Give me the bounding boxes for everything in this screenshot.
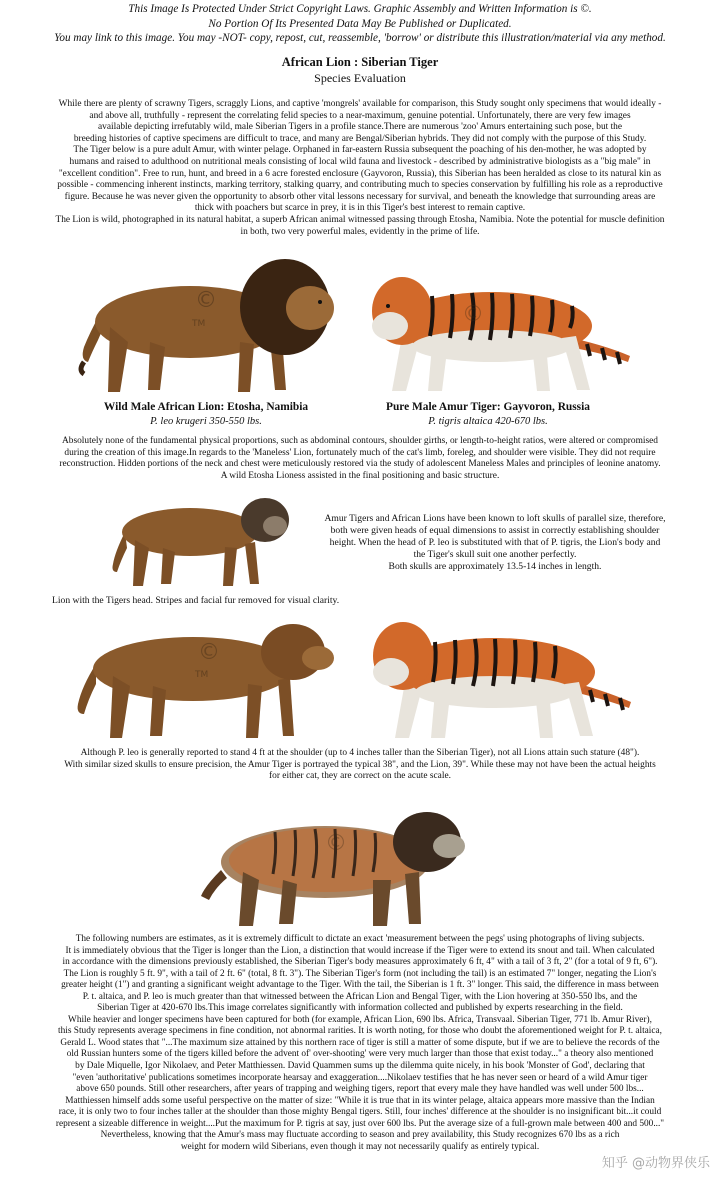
estimates-line: race, it is only two to four inches taller at the shoulder than those mighty Bengal tigers. Still, four inches' difference at the shoulder is no insignificant bit...it could: [58, 1107, 662, 1118]
intro-line: breeding histories of captive specimens are difficult to trace, and many are Bengal/Siberian hybrids. They did not comply with the purpose of this Study.: [73, 133, 647, 144]
copyright-notice: [0, 2, 720, 46]
estimates-line: Matthiessen himself adds some useful perspective on the matter of size: "While it is true that in its winter pelage, altaica appears more massive than the Indian: [65, 1095, 655, 1106]
corner-watermark: 知乎 @动物界侠乐: [601, 1156, 710, 1171]
lion-watermark-tm: TM: [192, 319, 206, 329]
estimates-line: old Russian hunters some of the tigers killed before the advent of' over-shooting' were very much larger than those that exist today..." a theory also mentioned: [66, 1049, 654, 1060]
estimates-line: Gerald L. Wood states that "...The maximum size attained by this northern race of tiger is still a matter of some dispute, but if we are to believe the records of the: [60, 1037, 660, 1048]
maneless-lion-photo: [68, 614, 338, 742]
estimates-line: P. t. altaica, and P. leo is much greater than that witnessed between the African Lion and Bengal Tiger, with the Lion hovering at 350-550 lbs, and the: [82, 991, 638, 1002]
lion-watermark-symbol: ©: [195, 288, 217, 313]
estimates-line: greater height (1") and granting a significant weight advantage to the Tiger. With the tail, the Siberian is 1 ft. 3" longer. This said, the difference in mass between: [61, 980, 659, 991]
page-title: African Lion : Siberian Tiger: [281, 55, 439, 69]
skull-line: Both skulls are approximately 13.5-14 inches in length.: [388, 561, 602, 572]
estimates-paragraph: [0, 934, 720, 1153]
intro-line: possible - commencing inherent instincts, marking territory, stalking quarry, and contributing much to species conservation by fulfilling his role as a reproductive: [57, 180, 663, 191]
lion-species: P. leo krugeri 350-550 lbs.: [150, 416, 262, 427]
lion-photo: [70, 252, 342, 397]
copyright-line-3: You may link to this image. You may -NOT- copy, repost, cut, reassemble, 'borrow' or distribute this illustration/material via any method.: [54, 32, 666, 44]
estimates-line: represent a sizeable difference in weight....Put the maximum for P. tigris at say, just over 600 lbs. Put the average size of a full-grown male between 400 and 500...": [55, 1118, 665, 1129]
maneless-lion-watermark-symbol: ©: [198, 640, 220, 665]
intro-line: thick with poachers but scarce in prey, it is in this Tiger's best interest to remain captive.: [194, 203, 526, 214]
estimates-line: "even 'authoritative' publications sometimes incorporate hearsay and exaggeration....Nikolaev testifies that he has never seen or heard of a wild Amur tiger: [72, 1072, 648, 1083]
intro-line: humans and raised to adulthood on nutritional meals consisting of local wild fauna and livestock - described by administrative biologists as a "big male" in: [69, 156, 651, 167]
skull-line: the Tiger's skull suit one another perfectly.: [413, 549, 577, 560]
estimates-line: by Dale Miquelle, Igor Nikolaev, and Peter Matthiessen. David Quammen sums up the dilemma quite nicely, in his book 'Monster of God', declaring that: [75, 1061, 645, 1072]
intro-line: and above all, truthfully - represent the correlating felid species to a near-maximum, genuine potential. Unfortunately, there are very few images: [89, 110, 631, 121]
methods-line: Absolutely none of the fundamental physical proportions, such as abdominal contours, shoulder girths, or length-to-height ratios, were altered or compromised: [62, 436, 658, 446]
tiger-caption: Pure Male Amur Tiger: Gayvoron, Russia: [386, 401, 590, 413]
estimates-line: Siberian Tiger at 420-670 lbs.This image correlates significantly with information collected and published by experts researching in the field.: [97, 1003, 623, 1014]
skull-line: Amur Tigers and African Lions have been known to loft skulls of parallel size, therefore,: [324, 513, 666, 524]
intro-line: in both, two very powerful males, evidently in the prime of life.: [240, 226, 480, 237]
copyright-line-1: This Image Is Protected Under Strict Copyright Laws. Graphic Assembly and Written Information is ©.: [128, 3, 592, 15]
tiger-species: P. tigris altaica 420-670 lbs.: [428, 416, 548, 427]
height-paragraph: [0, 748, 720, 783]
overlay-comparison-photo: [195, 800, 470, 928]
intro-paragraph: [0, 99, 720, 238]
methods-paragraph: [0, 436, 720, 482]
estimates-line: Nevertheless, knowing that the Amur's mass may fluctuate according to season and prey availability, this Study recognizes 670 lbs as a rich: [100, 1130, 620, 1141]
estimates-line: The Lion is roughly 5 ft. 9", with a tail of 2 ft. 6" (total, 8 ft. 3"). The Siberian Tiger's form (not including the tail) is an estimated 7" longer, negating the Lion's: [63, 968, 657, 979]
lion-caption: Wild Male African Lion: Etosha, Namibia: [103, 401, 309, 413]
tiger-photo-2: [365, 614, 635, 742]
methods-line: A wild Etosha Lioness assisted in the final positioning and basic structure.: [220, 470, 500, 481]
estimates-line: in accordance with the dimensions previously established, the Siberian Tiger's body measures approximately 6 ft, 4" with a tail of 3 ft, 2" (for a total of 9 ft, 6").: [62, 957, 658, 968]
estimates-line: above 650 pounds. Still other researchers, after years of trapping and weighing tigers, report that every male they have handled was well under 500 lbs...: [76, 1084, 644, 1095]
estimates-line: this Study represents average specimens in fine condition, not abnormal rarities. It is worth noting, for those who doubt the aforementioned weight for P. t. altaica,: [58, 1026, 662, 1037]
intro-line: The Tiger below is a pure adult Amur, with winter pelage. Orphaned in far-eastern Russia subsequent the poaching of his den-mother, he was adopted by: [73, 145, 647, 156]
intro-line: While there are plenty of scrawny Tigers, scraggly Lions, and captive 'mongrels' available for comparison, this Study sought only specimens that would ideally -: [58, 99, 662, 109]
height-line: Although P. leo is generally reported to stand 4 ft at the shoulder (up to 4 inches taller than the Siberian Tiger), not all Lions attain such stature (48").: [80, 748, 640, 758]
page-subtitle: Species Evaluation: [314, 71, 406, 85]
maneless-lion-watermark-tm: TM: [195, 670, 209, 680]
tiger-head-caption: Lion with the Tigers head. Stripes and facial fur removed for visual clarity.: [52, 595, 340, 606]
methods-line: during the creation of this image.In regards to the 'Maneless' Lion, fortunately much of the cat's limb, foreleg, and shoulder were visible. They did not require: [64, 447, 656, 458]
intro-line: available depicting irrefutably wild, male Siberian Tigers in a profile stance.There are numerous 'zoo' Amurs entertaining such pose, but the: [97, 122, 623, 133]
skull-line: height. When the head of P. leo is substituted with that of P. tigris, the Lion's body and: [329, 537, 661, 548]
estimates-line: The following numbers are estimates, as it is extremely difficult to dictate an exact 'measurement between the pegs' using photographs of living subjects.: [75, 934, 645, 944]
intro-line: "excellent condition". Free to run, hunt, and breed in a 6 acre forested enclosure (Gayvoron, Russia), this Siberian has been heralded as close to its natural kin as: [58, 168, 662, 179]
estimates-line: While heavier and longer specimens have been captured for both (for example, African Lion, 690 lbs. Africa, Transvaal. Siberian Tiger, 771 lb. Amur River),: [68, 1014, 652, 1025]
intro-line: The Lion is wild, photographed in its natural habitat, a superb African animal witnessed passing through Etosha, Namibia. Note the potential for muscle definition: [55, 214, 665, 225]
height-line: for either cat, they are correct on the acute scale.: [269, 771, 451, 782]
tiger-watermark-symbol: ©: [462, 302, 484, 327]
estimates-line: weight for modern wild Siberians, even though it may not necessarily qualify as entirely typical.: [180, 1141, 540, 1152]
overlay-watermark-symbol: ©: [325, 831, 347, 856]
lion-with-tiger-head-photo: [105, 492, 295, 590]
methods-line: reconstruction. Hidden portions of the neck and chest were meticulously restored via the study of adolescent Maneless Males and principles of leonine anatomy.: [59, 459, 661, 470]
tiger-photo: [362, 266, 634, 396]
intro-line: figure. Because he was never given the opportunity to absorb other vital lessons necessary for survival, and beneath the knowledge that surrounding areas are: [64, 191, 656, 202]
height-line: With similar sized skulls to ensure precision, the Amur Tiger is portrayed the typical 38", and the Lion, 39". While these may not have been the actual heights: [64, 759, 656, 770]
skull-line: both were given heads of equal dimensions to assist in correctly establishing shoulder: [330, 525, 660, 536]
copyright-line-2: No Portion Of Its Presented Data May Be Published or Duplicated.: [208, 17, 512, 30]
skull-paragraph: [300, 513, 690, 573]
estimates-line: It is immediately obvious that the Tiger is longer than the Lion, a distinction that would increase if the Tiger were to extend its snout and tail. When calculated: [65, 945, 655, 956]
